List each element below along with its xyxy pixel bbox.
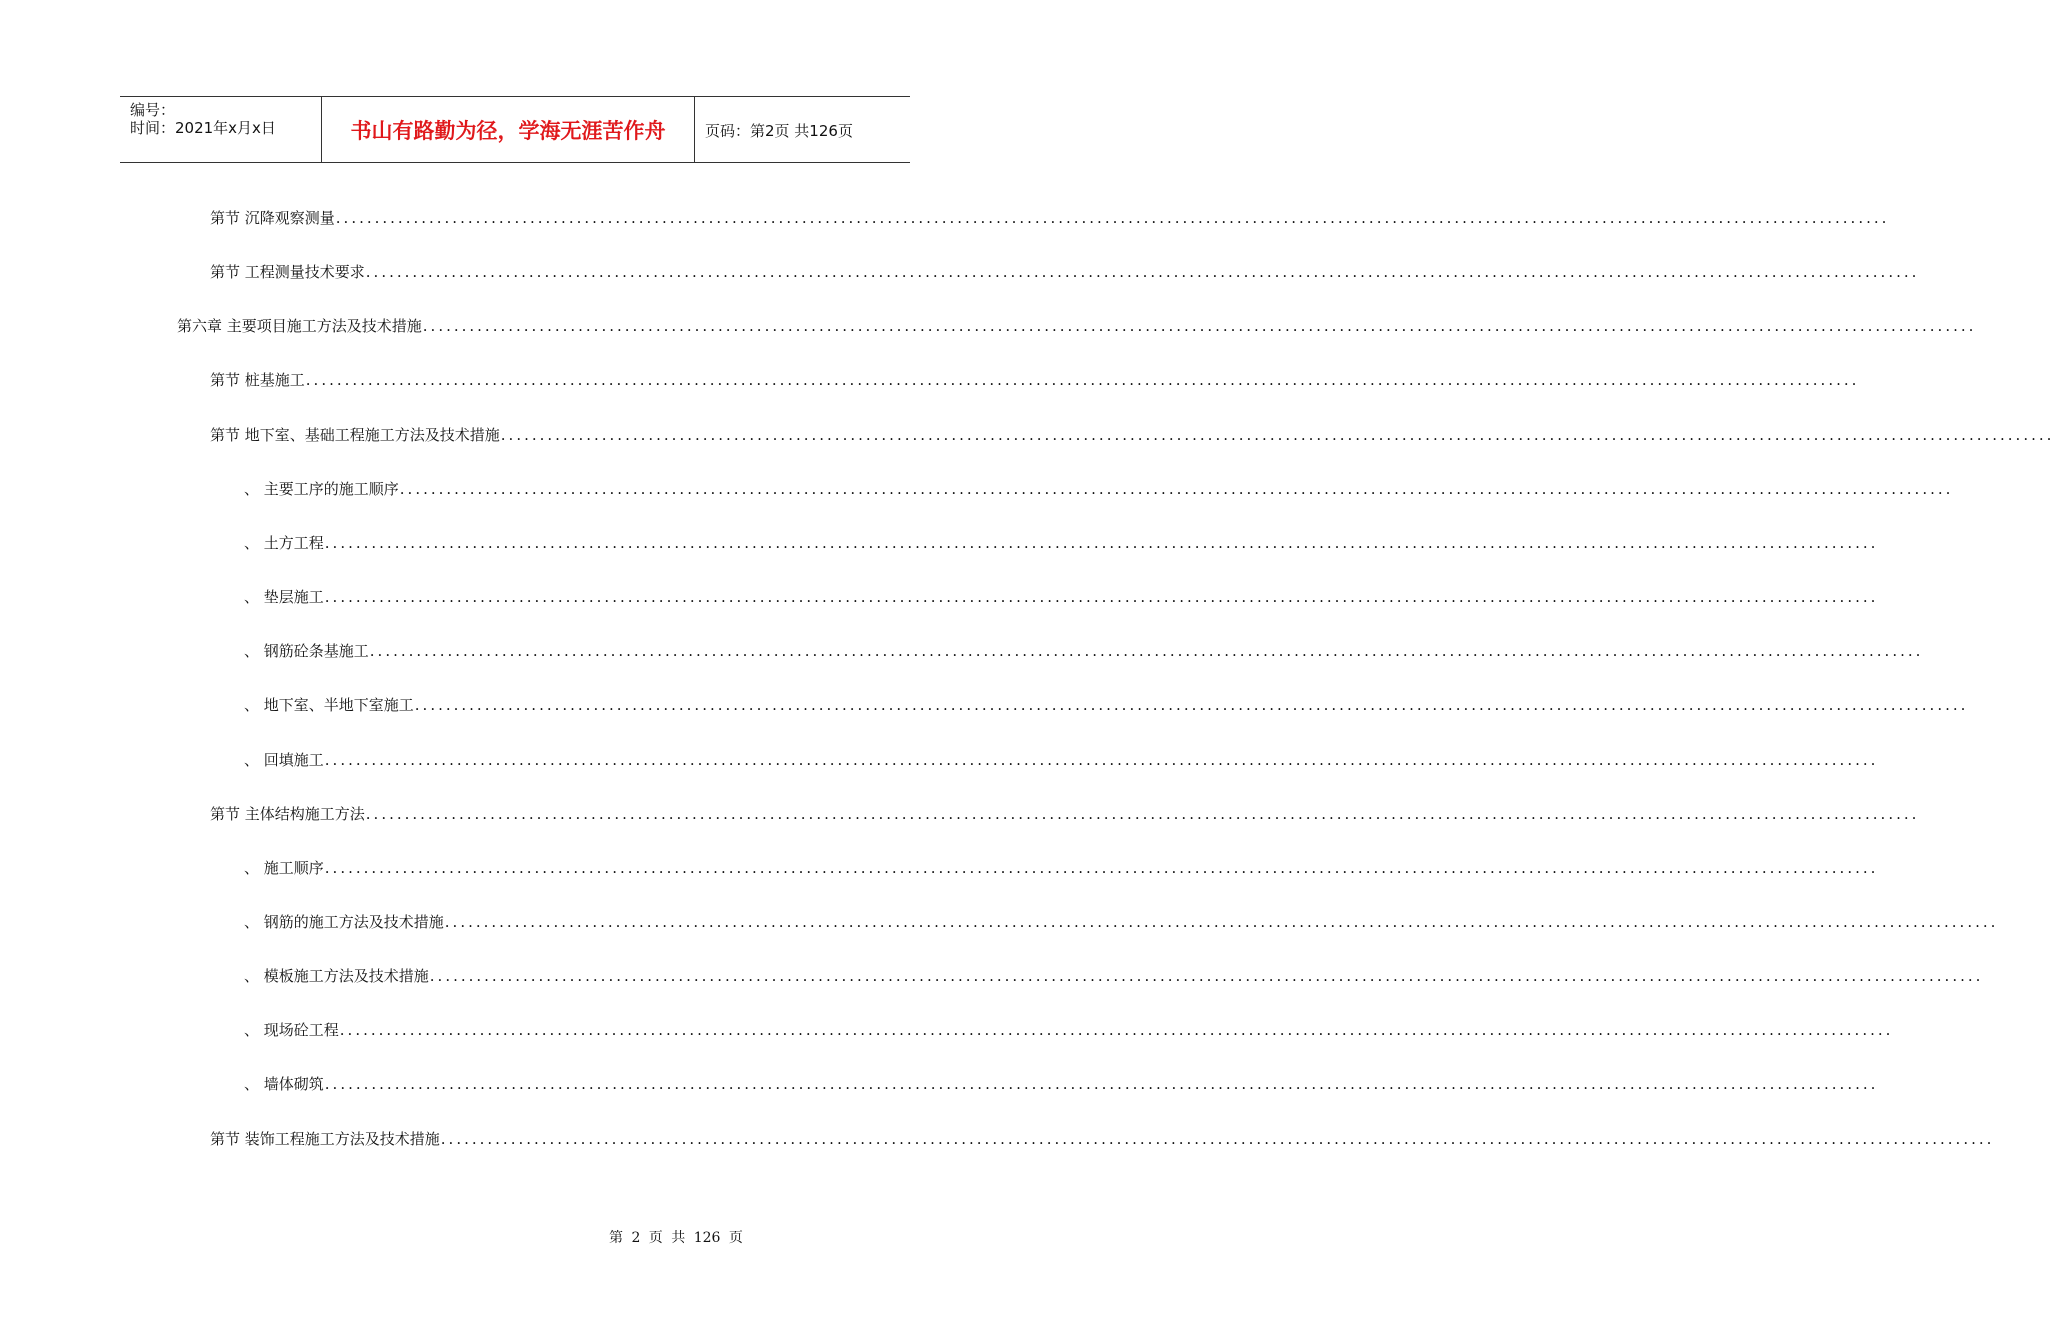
toc-entry-label: 、 钢筋的施工方法及技术措施 [244, 913, 444, 931]
toc-leader-dots: ........................................................................................................................................................................................................ [339, 1021, 1894, 1039]
toc-entry-label: 第节 主体结构施工方法 [210, 805, 365, 823]
header-motto: 书山有路勤为径，学海无涯苦作舟 [350, 119, 666, 143]
toc-entry-label: 第节 地下室、基础工程施工方法及技术措施 [210, 426, 500, 444]
toc-leader-dots: ........................................................................................................................................................................................................ [324, 588, 1879, 606]
toc-leader-dots: ........................................................................................................................................................................................................ [399, 480, 1954, 498]
header-page-info: 页码：第2页 共126页 [705, 122, 853, 140]
toc-leader-dots: ........................................................................................................................................................................................................ [335, 209, 1890, 227]
toc-entry[interactable] [244, 640, 1924, 662]
toc-entry-label: 第节 桩基施工 [210, 371, 305, 389]
toc-leader-dots: ........................................................................................................................................................................................................ [324, 751, 1879, 769]
toc-entry[interactable] [244, 532, 1879, 554]
header-motto-cell [321, 97, 695, 162]
toc-entry[interactable] [177, 315, 1977, 337]
toc-leader-dots: ........................................................................................................................................................................................................ [324, 534, 1879, 552]
toc-leader-dots: ........................................................................................................................................................................................................ [369, 642, 1924, 660]
toc-entry-label: 、 钢筋砼条基施工 [244, 642, 369, 660]
toc-entry-label: 第节 装饰工程施工方法及技术措施 [210, 1130, 440, 1148]
toc-leader-dots: ........................................................................................................................................................................................................ [365, 805, 1920, 823]
toc-entry-label: 、 垫层施工 [244, 588, 324, 606]
toc-leader-dots: ........................................................................................................................................................................................................ [305, 371, 1860, 389]
toc-leader-dots: ........................................................................................................................................................................................................ [422, 317, 1977, 335]
toc-entry[interactable] [244, 749, 1879, 771]
toc-entry-label: 、 模板施工方法及技术措施 [244, 967, 429, 985]
toc-entry-label: 第节 工程测量技术要求 [210, 263, 365, 281]
toc-entry[interactable] [244, 1073, 1879, 1095]
toc-entry[interactable] [210, 207, 1890, 229]
toc-entry-label: 、 回填施工 [244, 751, 324, 769]
toc-entry[interactable] [244, 586, 1879, 608]
toc-entry[interactable] [210, 261, 1920, 283]
toc-leader-dots: ........................................................................................................................................................................................................ [324, 859, 1879, 877]
toc-entry-label: 、 现场砼工程 [244, 1021, 339, 1039]
toc-entry[interactable] [210, 1128, 1995, 1150]
toc-entry[interactable] [244, 911, 1999, 933]
toc-entry-label: 第节 沉降观察测量 [210, 209, 335, 227]
toc-entry-label: 第六章 主要项目施工方法及技术措施 [177, 317, 422, 335]
toc-leader-dots: ........................................................................................................................................................................................................ [444, 913, 1999, 931]
toc-entry[interactable] [244, 857, 1879, 879]
toc-leader-dots: ........................................................................................................................................................................................................ [324, 1075, 1879, 1093]
document-header [120, 96, 910, 163]
toc-entry[interactable] [244, 1019, 1894, 1041]
toc-entry-label: 、 主要工序的施工顺序 [244, 480, 399, 498]
toc-leader-dots: ........................................................................................................................................................................................................ [365, 263, 1920, 281]
toc-entry-label: 、 土方工程 [244, 534, 324, 552]
toc-entry-label: 、 施工顺序 [244, 859, 324, 877]
toc-entry[interactable] [244, 694, 1969, 716]
toc-leader-dots: ........................................................................................................................................................................................................ [414, 696, 1969, 714]
toc-leader-dots: ........................................................................................................................................................................................................ [440, 1130, 1995, 1148]
toc-entry[interactable] [210, 424, 2054, 446]
toc-leader-dots: ........................................................................................................................................................................................................ [429, 967, 1984, 985]
page-footer: 第 2 页 共 126 页 [609, 1230, 743, 1246]
toc-entry-label: 、 地下室、半地下室施工 [244, 696, 414, 714]
header-page-cell [695, 97, 910, 162]
toc-entry-label: 、 墙体砌筑 [244, 1075, 324, 1093]
toc-entry[interactable] [210, 369, 1860, 391]
header-meta-cell [120, 97, 321, 162]
toc-entry[interactable] [244, 965, 1984, 987]
document-number-label: 编号： [130, 101, 176, 119]
toc-entry[interactable] [244, 478, 1954, 500]
toc-leader-dots: ........................................................................................................................................................................................................ [500, 426, 2054, 444]
document-time-label: 时间：2021年x月x日 [130, 119, 276, 137]
toc-entry[interactable] [210, 803, 1920, 825]
